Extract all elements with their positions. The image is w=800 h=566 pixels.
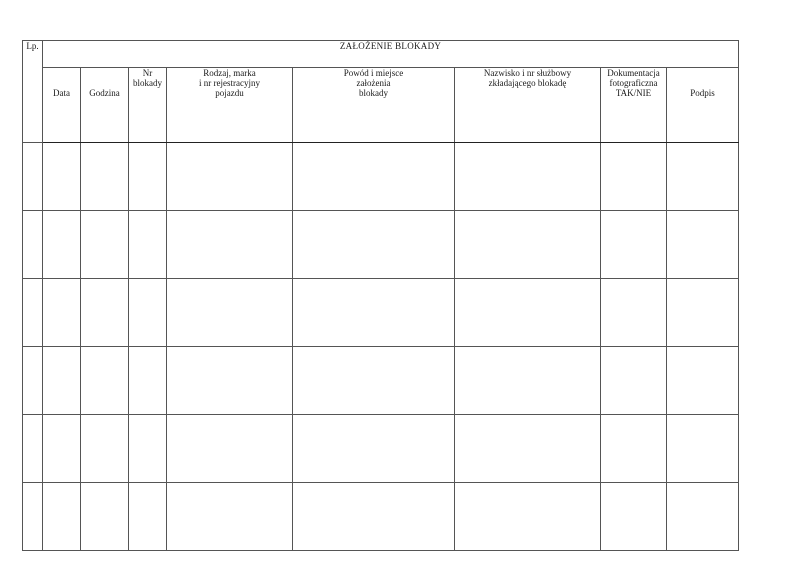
form-title: ZAŁOŻENIE BLOKADY: [43, 41, 739, 68]
table-row: [23, 347, 739, 415]
cell-reason-place[interactable]: [293, 483, 455, 551]
cell-reason-place[interactable]: [293, 347, 455, 415]
cell-time[interactable]: [81, 143, 129, 211]
cell-signature[interactable]: [667, 347, 739, 415]
cell-officer[interactable]: [455, 143, 601, 211]
cell-vehicle[interactable]: [167, 483, 293, 551]
cell-time[interactable]: [81, 279, 129, 347]
cell-vehicle[interactable]: [167, 415, 293, 483]
cell-officer[interactable]: [455, 483, 601, 551]
table-row: [23, 143, 739, 211]
cell-blockade-number[interactable]: [129, 347, 167, 415]
cell-photo-documentation[interactable]: [601, 415, 667, 483]
cell-lp[interactable]: [23, 211, 43, 279]
column-header-officer: Nazwisko i nr służbowy zkładającego blokadę: [455, 68, 601, 143]
cell-photo-documentation[interactable]: [601, 279, 667, 347]
cell-time[interactable]: [81, 211, 129, 279]
cell-time[interactable]: [81, 483, 129, 551]
cell-photo-documentation[interactable]: [601, 143, 667, 211]
column-header-time: Godzina: [81, 68, 129, 143]
cell-date[interactable]: [43, 143, 81, 211]
cell-reason-place[interactable]: [293, 143, 455, 211]
cell-lp[interactable]: [23, 143, 43, 211]
cell-signature[interactable]: [667, 211, 739, 279]
cell-lp[interactable]: [23, 415, 43, 483]
blockade-form: [22, 40, 738, 526]
cell-blockade-number[interactable]: [129, 143, 167, 211]
cell-photo-documentation[interactable]: [601, 483, 667, 551]
column-header-vehicle: Rodzaj, marka i nr rejestracyjny pojazdu: [167, 68, 293, 143]
cell-lp[interactable]: [23, 279, 43, 347]
lp-column-header: Lp.: [23, 41, 43, 143]
cell-vehicle[interactable]: [167, 143, 293, 211]
cell-photo-documentation[interactable]: [601, 347, 667, 415]
cell-reason-place[interactable]: [293, 211, 455, 279]
table-row: [23, 415, 739, 483]
column-header-date: Data: [43, 68, 81, 143]
cell-officer[interactable]: [455, 347, 601, 415]
table-row: [23, 483, 739, 551]
cell-officer[interactable]: [455, 211, 601, 279]
blockade-table: [22, 40, 739, 551]
cell-date[interactable]: [43, 279, 81, 347]
table-row: [23, 211, 739, 279]
cell-date[interactable]: [43, 483, 81, 551]
cell-reason-place[interactable]: [293, 279, 455, 347]
cell-blockade-number[interactable]: [129, 483, 167, 551]
cell-photo-documentation[interactable]: [601, 211, 667, 279]
cell-officer[interactable]: [455, 279, 601, 347]
cell-signature[interactable]: [667, 483, 739, 551]
cell-blockade-number[interactable]: [129, 279, 167, 347]
cell-signature[interactable]: [667, 415, 739, 483]
cell-officer[interactable]: [455, 415, 601, 483]
table-body: [23, 143, 739, 551]
cell-vehicle[interactable]: [167, 347, 293, 415]
cell-lp[interactable]: [23, 347, 43, 415]
cell-time[interactable]: [81, 415, 129, 483]
column-header-blockade-number: Nr blokady: [129, 68, 167, 143]
cell-vehicle[interactable]: [167, 279, 293, 347]
cell-date[interactable]: [43, 211, 81, 279]
cell-blockade-number[interactable]: [129, 211, 167, 279]
cell-date[interactable]: [43, 415, 81, 483]
cell-signature[interactable]: [667, 143, 739, 211]
cell-date[interactable]: [43, 347, 81, 415]
cell-time[interactable]: [81, 347, 129, 415]
table-row: [23, 279, 739, 347]
cell-blockade-number[interactable]: [129, 415, 167, 483]
cell-lp[interactable]: [23, 483, 43, 551]
column-header-photo-documentation: Dokumentacja fotograficzna TAK/NIE: [601, 68, 667, 143]
column-header-reason-place: Powód i miejsce założenia blokady: [293, 68, 455, 143]
column-header-signature: Podpis: [667, 68, 739, 143]
cell-vehicle[interactable]: [167, 211, 293, 279]
cell-reason-place[interactable]: [293, 415, 455, 483]
cell-signature[interactable]: [667, 279, 739, 347]
